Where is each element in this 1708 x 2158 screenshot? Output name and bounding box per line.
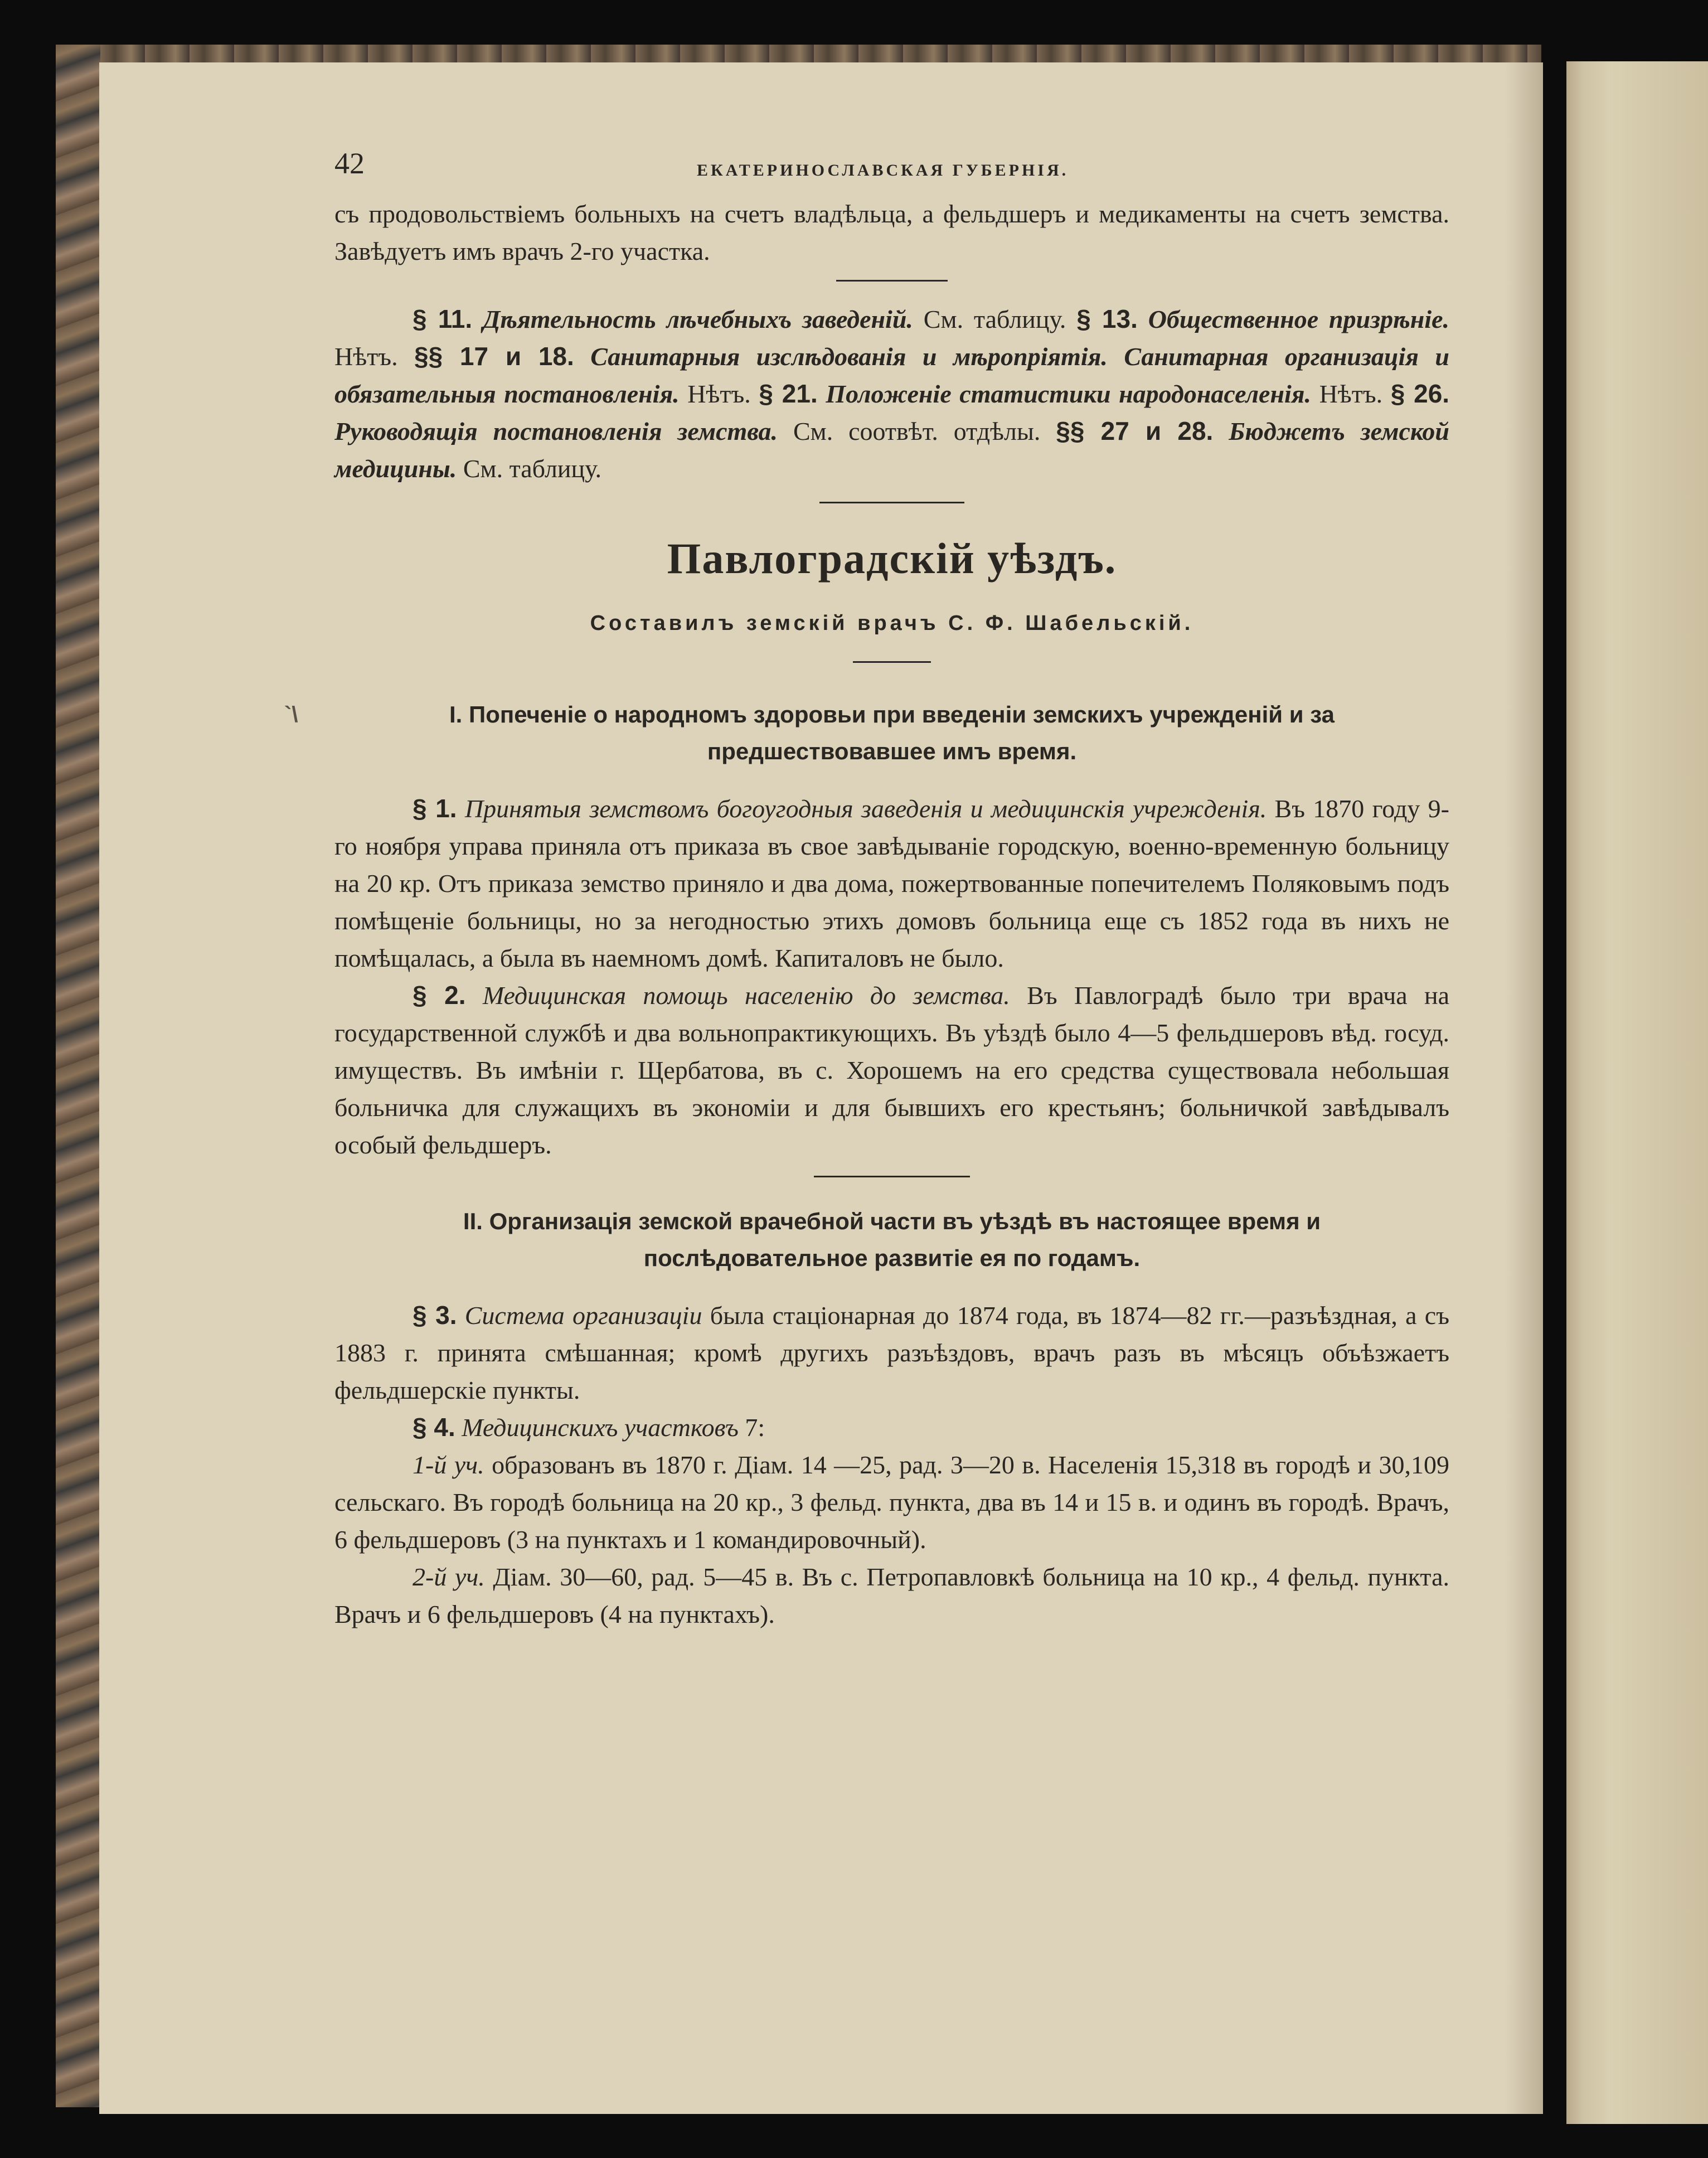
section-text: См. таблицу. [923,305,1066,333]
section-number: § 11. [413,304,473,333]
district-text: Діам. 30—60, рад. 5—45 в. Въ с. Петропавловкѣ больница на 10 кр., 4 фельд. пункта. Врачъ и 6 фельдшеровъ (4 на пунктахъ). [334,1563,1449,1628]
section-number: § 4. [413,1413,455,1442]
separator-rule [814,1176,970,1177]
section-number: § 1. [413,794,457,823]
section-text: Нѣтъ. [334,342,398,371]
paragraph-s2 [334,977,1449,1163]
district-title: Павлоградскій уѣздъ. [667,534,1117,583]
paragraph-s3 [334,1297,1449,1409]
section-title: Бюджетъ земской медицины. [334,417,1450,483]
section-text: См. таблицу. [463,454,602,483]
section-text: Въ 1870 году 9-го ноября управа приняла отъ приказа въ свое завѣдываніе городскую, военно-временную больницу на 20 кр. Отъ приказа земство приняло и два дома, пожертвованные попечителемъ Поляковымъ подъ помѣщеніе больницы, но за негодностью этихъ домовъ больница еще съ 1852 года въ нихъ не помѣщалась, а была въ наемномъ домѣ. Капиталовъ не было. [334,794,1450,972]
district-label: 2-й уч. [413,1563,485,1591]
book-binding-left [56,45,100,2107]
part-1-heading-text: I. Попеченіе о народномъ здоровьи при введеніи земскихъ учрежденій и за предшествовавшее имъ время. [449,701,1335,764]
section-title: Общественное призрѣніе. [1148,305,1450,333]
section-number: §§ 17 и 18. [414,342,574,371]
section-title: Положеніе статистики народонаселенія. [826,380,1311,408]
part-2-heading: II. Организація земской врачебной части въ уѣздѣ въ настоящее время и послѣдовательное развитіе ея по годамъ. [463,1208,1321,1271]
section-title: Принятыя земствомъ богоугодныя заведенія и медицинскія учрежденія. [464,794,1267,823]
section-title: Система организаціи [464,1301,702,1330]
section-number: §§ 27 и 28. [1056,416,1214,445]
book-binding-top [56,45,1541,65]
section-number: § 2. [413,981,466,1010]
section-number: § 26. [1390,379,1450,408]
paragraph-s1 [334,790,1449,977]
part-1-heading [284,696,1449,770]
section-number: § 13. [1076,304,1138,333]
facing-page-edge [1566,61,1708,2124]
running-title: ЕКАТЕРИНОСЛАВСКАЯ ГУБЕРНІЯ. [697,161,1069,180]
separator-rule [819,502,964,503]
paragraph-district-2 [334,1558,1449,1633]
page-content [284,145,1450,1633]
paragraph-district-1 [334,1446,1449,1558]
section-text: была стаціонарная до 1874 года, въ 1874—82 гг.—разъѣздная, а съ 1883 г. принята смѣшанная; кромѣ другихъ разъѣздовъ, врачъ разъ въ мѣсяцъ объѣзжаетъ фельдшерскіе пункты. [334,1301,1449,1404]
section-title: Руководящія постановленія земства. [334,417,778,445]
section-text: Нѣтъ. [687,380,751,408]
references-paragraph [334,300,1449,487]
separator-rule [836,280,948,282]
page-gutter-shade [1505,62,1543,2114]
section-title: Медицинская помощь населенію до земства. [482,981,1010,1010]
section-title: Дѣятельность лѣчебныхъ заведеній. [482,305,913,333]
intro-paragraph: съ продовольствіемъ больныхъ на счетъ владѣльца, а фельдшеръ и медикаменты на счетъ земства. Завѣдуетъ имъ врачъ 2-го участка. [334,200,1449,265]
pencil-mark: `\ [284,702,298,727]
district-text: образованъ въ 1870 г. Діам. 14 —25, рад. 3—20 в. Населенія 15,318 въ городѣ и 30,109 сельскаго. Въ городѣ больница на 20 кр., 3 фельд. пункта, два въ 14 и 15 в. и одинъ въ городѣ. Врачъ, 6 фельдшеровъ (3 на пунктахъ и 1 командировочный). [334,1451,1449,1554]
paragraph-s4 [334,1409,1449,1446]
section-number: § 21. [759,379,818,408]
separator-rule [853,661,931,663]
page-number: 42 [334,147,365,180]
section-text: См. соотвѣт. отдѣлы. [793,417,1041,445]
section-text: Въ Павлоградѣ было три врача на государственной службѣ и два вольнопрактикующихъ. Въ уѣздѣ было 4—5 фельдшеровъ вѣд. госуд. имуществъ. Въ имѣніи г. Щербатова, въ с. Хорошемъ на его средства существовала небольшая больничка для служащихъ въ экономіи и для бывшихъ его крестьянъ; больничкой завѣдывалъ особый фельдшеръ. [334,981,1450,1159]
section-text: Нѣтъ. [1319,380,1383,408]
section-number: § 3. [413,1301,457,1330]
running-head [334,145,1449,195]
district-label: 1-й уч. [413,1451,484,1479]
section-title: Санитарныя изслѣдованія и мѣропріятія. Санитарная организація и обязательныя постановленія. [334,342,1450,408]
section-text: 7: [745,1413,765,1442]
section-title: Медицинскихъ участковъ [462,1413,739,1442]
compiler-line: Составилъ земскій врачъ С. Ф. Шабельскій. [590,612,1194,635]
